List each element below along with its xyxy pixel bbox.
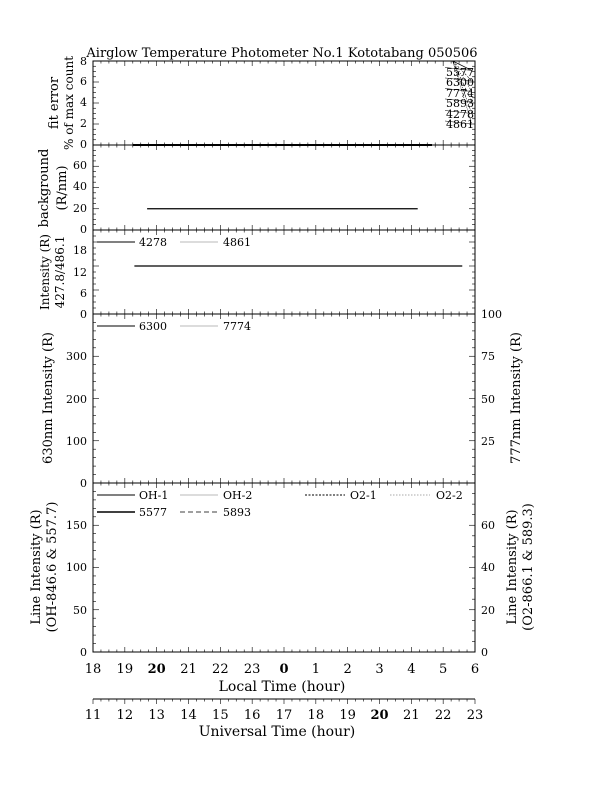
local-time-tick-label: 23: [243, 662, 261, 677]
y-tick-label: 50: [73, 604, 87, 617]
panel-line-intensity: [29, 483, 536, 659]
y-axis-label: (R/nm): [55, 165, 70, 211]
y-tick-label: 0: [80, 223, 87, 236]
y-ticks-o2: [481, 519, 495, 659]
y-tick-label: 6: [80, 75, 87, 88]
series-line-7774: [134, 61, 471, 91]
y-tick-label: 300: [66, 350, 87, 363]
x-axis-universal-time: [85, 699, 484, 740]
universal-time-tick-label: 11: [84, 708, 102, 723]
y-tick-label: 0: [80, 646, 87, 659]
x-axis-label-universal: Universal Time (hour): [198, 724, 356, 740]
y-ticks-oh: [66, 519, 87, 659]
x-axis-local-time: [85, 662, 479, 695]
y-tick-label: 20: [73, 202, 87, 215]
y-tick-label: 18: [73, 244, 87, 257]
legend-label-7774: 7774: [223, 320, 251, 333]
local-time-tick-labels: [85, 662, 479, 677]
universal-time-tick-label: 12: [116, 708, 134, 723]
series-label-5577: 5577: [446, 66, 474, 79]
panel-frame: [93, 145, 475, 230]
y-ticks-777: [481, 308, 502, 448]
universal-time-tick-labels: [85, 708, 484, 723]
local-time-tick-label: 21: [180, 662, 197, 677]
universal-time-tick-label: 19: [339, 708, 356, 723]
y-right-tick-label: 60: [481, 519, 495, 532]
series-line-5577: [134, 61, 471, 70]
legend-label-6300: 6300: [139, 320, 167, 333]
local-time-tick-label: 6: [470, 662, 480, 677]
panel-fit-error: [47, 55, 475, 151]
local-time-tick-label: 5: [439, 662, 448, 677]
y-tick-label: 100: [66, 435, 87, 448]
y-tick-label: 0: [80, 477, 87, 490]
local-time-tick-label: 4: [407, 662, 416, 677]
y-tick-label: 2: [80, 117, 87, 130]
y-right-tick-label: 0: [481, 646, 488, 659]
y-ticks-background: [73, 159, 87, 236]
legend-label-oh2: OH-2: [223, 489, 253, 502]
y-axis-label: Intensity (R): [38, 234, 52, 310]
y-axis-label: fit error: [47, 76, 62, 130]
y-axis-label: 630nm Intensity (R): [41, 332, 56, 464]
local-time-tick-label: 3: [375, 662, 384, 677]
y-tick-label: 0: [80, 138, 87, 151]
y-axis-label: % of max count: [62, 55, 76, 151]
panel-intensity-427-486: [38, 230, 475, 321]
y-tick-label: 0: [80, 308, 87, 321]
y-right-axis-label: 777nm Intensity (R): [509, 332, 524, 464]
y-tick-label: 6: [80, 287, 87, 300]
panel-frame: [93, 314, 475, 483]
universal-time-tick-label: 20: [370, 708, 389, 723]
y-ticks-intensity: [73, 244, 87, 321]
local-time-tick-label: 0: [279, 662, 289, 677]
y-axis-label: 427.8/486.1: [53, 235, 67, 309]
y-tick-label: 12: [73, 266, 87, 279]
legend-label-o2-1: O2-1: [350, 489, 377, 502]
series-line-6300: [134, 61, 471, 81]
y-tick-label: 200: [66, 393, 87, 406]
local-time-tick-label: 18: [84, 662, 102, 677]
y-tick-label: 60: [73, 159, 87, 172]
local-time-tick-label: 20: [147, 662, 166, 677]
panel-frame: [93, 61, 475, 145]
series-line-4278: [134, 61, 471, 114]
y-tick-label: 150: [66, 519, 87, 532]
universal-time-tick-label: 14: [180, 708, 197, 723]
y-axis-label: background: [37, 148, 52, 228]
legend-label-o2-2: O2-2: [436, 489, 463, 502]
local-time-tick-label: 19: [116, 662, 134, 677]
legend-label-oh1: OH-1: [139, 489, 169, 502]
legend-label-4278: 4278: [139, 236, 167, 249]
y-right-tick-label: 40: [481, 561, 495, 574]
series-label-7774: 7774: [446, 87, 474, 100]
series-line-5893: [134, 61, 471, 102]
series-label-4861: 4861: [446, 118, 474, 131]
y-ticks-fit-error: [80, 55, 87, 151]
fit-error-series: [134, 61, 471, 124]
y-tick-label: 100: [66, 561, 87, 574]
legend-label-5577: 5577: [139, 506, 167, 519]
y-tick-label: 4: [80, 96, 87, 109]
universal-time-tick-label: 13: [148, 708, 165, 723]
universal-time-tick-label: 23: [466, 708, 484, 723]
series-line-4861: [134, 61, 471, 124]
universal-time-tick-label: 18: [307, 708, 325, 723]
legend-label-5893: 5893: [223, 506, 251, 519]
universal-time-tick-label: 17: [275, 708, 293, 723]
panel-background: [37, 145, 475, 236]
local-time-tick-label: 22: [212, 662, 229, 677]
universal-time-tick-label: 15: [212, 708, 229, 723]
y-right-tick-label: 75: [481, 350, 495, 363]
y-axis-label: Line Intensity (R): [29, 509, 44, 625]
panel-intensity-630-777: [41, 308, 524, 490]
y-right-axis-label: (O2-866.1 & 589.3): [521, 503, 536, 631]
y-axis-label: (OH-846.6 & 557.7): [45, 501, 60, 633]
y-tick-label: 40: [73, 180, 87, 193]
tick-marks: [93, 61, 475, 704]
universal-time-tick-label: 16: [243, 708, 261, 723]
y-right-tick-label: 20: [481, 604, 495, 617]
y-right-axis-label: Line Intensity (R): [505, 509, 520, 625]
universal-time-tick-label: 22: [434, 708, 452, 723]
y-right-tick-label: 25: [481, 435, 495, 448]
y-right-tick-label: 50: [481, 393, 495, 406]
series-label-4278: 4278: [446, 108, 474, 121]
local-time-tick-label: 1: [311, 662, 320, 677]
y-tick-label: 8: [80, 55, 87, 68]
chart-title: Airglow Temperature Photometer No.1 Kototabang 050506: [86, 46, 478, 61]
x-axis-label-local: Local Time (hour): [218, 679, 346, 695]
universal-time-tick-label: 21: [403, 708, 420, 723]
series-label-5893: 5893: [446, 97, 474, 110]
y-ticks-630: [66, 350, 87, 490]
local-time-tick-label: 2: [343, 662, 352, 677]
legend-label-4861: 4861: [223, 236, 251, 249]
intensity-series: [134, 266, 462, 314]
y-right-tick-label: 100: [481, 308, 502, 321]
series-label-6300: 6300: [446, 76, 474, 89]
